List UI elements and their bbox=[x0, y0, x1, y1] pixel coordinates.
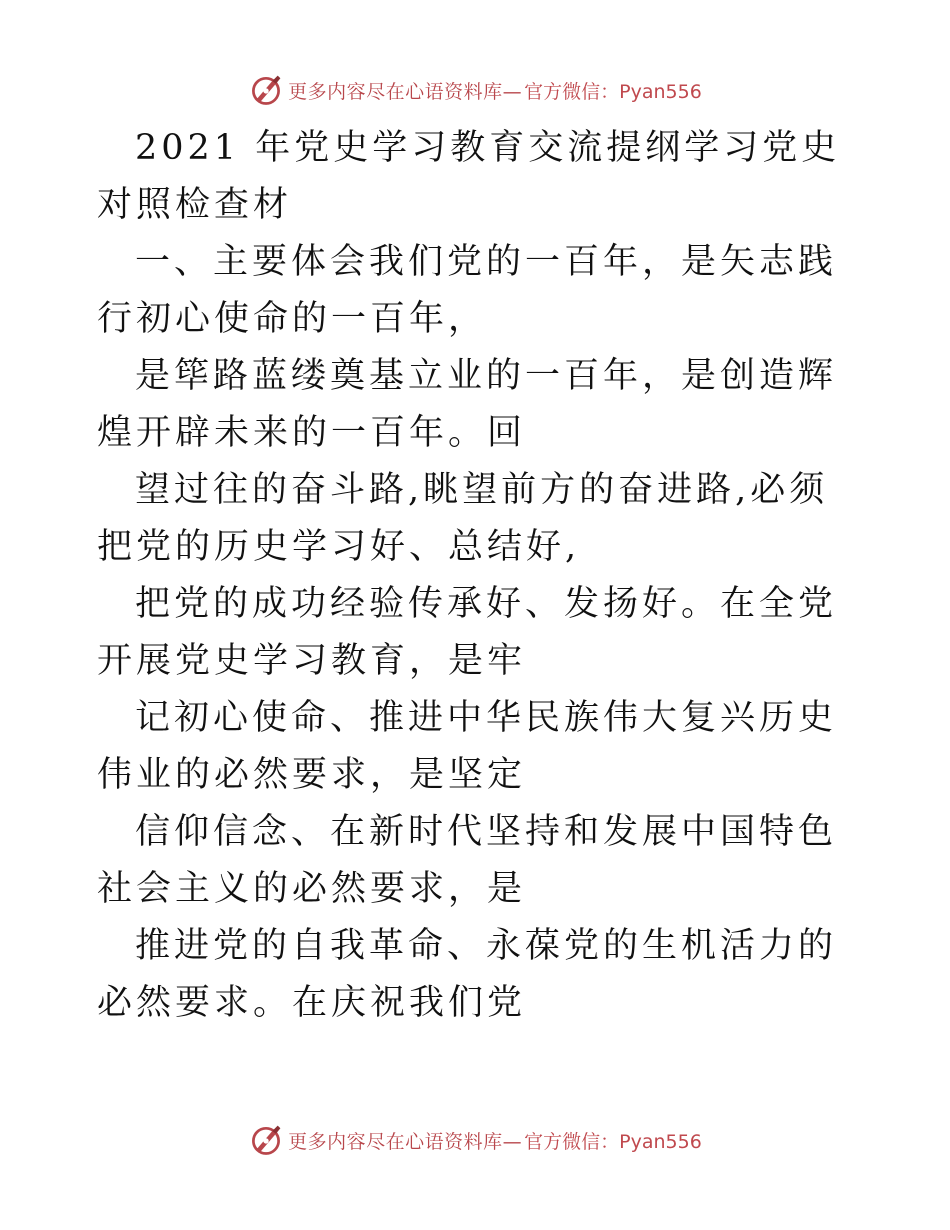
paragraph-6: 信仰信念、在新时代坚持和发展中国特色社会主义的必然要求，是 bbox=[97, 812, 838, 909]
paragraph-2: 是筚路蓝缕奠基立业的一百年，是创造辉煌开辟未来的一百年。回 bbox=[97, 356, 838, 453]
paragraph-3: 望过往的奋斗路,眺望前方的奋进路,必须把党的历史学习好、总结好, bbox=[97, 470, 829, 567]
pen-logo-icon bbox=[248, 1122, 284, 1158]
watermark-wechat: 官方微信：Pyan556 bbox=[524, 80, 702, 103]
watermark-text: 更多内容尽在心语资料库— bbox=[288, 80, 523, 103]
paragraph-4: 把党的成功经验传承好、发扬好。在全党开展党史学习教育，是牢 bbox=[97, 584, 838, 681]
header-watermark bbox=[0, 70, 950, 110]
document-title: 2021 年党史学习教育交流提纲学习党史对照检查材 bbox=[97, 128, 841, 225]
footer-watermark bbox=[0, 1120, 950, 1160]
watermark-wechat: 官方微信：Pyan556 bbox=[524, 1130, 702, 1153]
paragraph-5: 记初心使命、推进中华民族伟大复兴历史伟业的必然要求，是坚定 bbox=[97, 698, 838, 795]
paragraph-1: 一、主要体会我们党的一百年，是矢志践行初心使命的一百年， bbox=[97, 242, 838, 339]
document-body bbox=[97, 120, 857, 1032]
pen-logo-icon bbox=[248, 72, 284, 108]
paragraph-7: 推进党的自我革命、永葆党的生机活力的必然要求。在庆祝我们党 bbox=[97, 926, 838, 1023]
watermark-text: 更多内容尽在心语资料库— bbox=[288, 1130, 523, 1153]
